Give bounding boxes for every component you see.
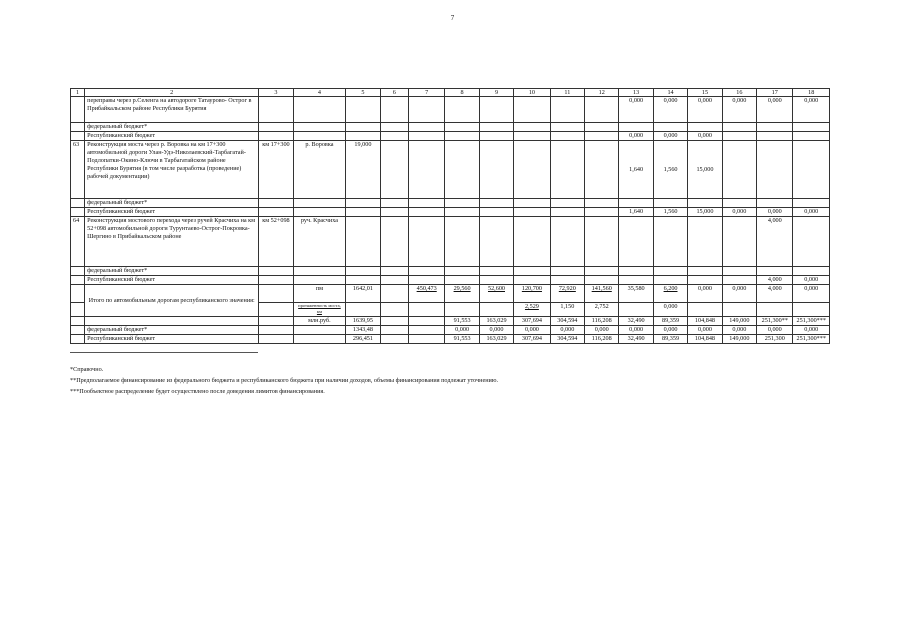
cell-value: 0,000 (688, 285, 722, 303)
col-header: 9 (479, 89, 513, 97)
cell-value: 0,000 (793, 326, 830, 335)
unit-label: протяженность моста, км (293, 303, 346, 317)
cell-value: 0,000 (722, 326, 756, 335)
cell-value: 0,000 (757, 326, 793, 335)
col-header: 7 (408, 89, 444, 97)
cell-value: 0,000 (653, 132, 687, 141)
cell-value: 116,208 (585, 317, 619, 326)
budget-label: Республиканский бюджет (85, 276, 259, 285)
cell-value: 0,000 (793, 208, 830, 217)
cell-value: 304,594 (550, 335, 584, 344)
budget-label: федеральный бюджет* (85, 326, 259, 335)
cell-value: 15,000 (688, 208, 722, 217)
row-number: 63 (71, 141, 85, 199)
cell-value: 307,694 (514, 317, 550, 326)
cell-value: 91,553 (445, 335, 479, 344)
budget-label: Республиканский бюджет (85, 208, 259, 217)
col-header: 3 (259, 89, 293, 97)
table-row (71, 123, 830, 132)
cell-value: 251,300*** (793, 335, 830, 344)
col-header: 16 (722, 89, 756, 97)
cell-value: 149,000 (722, 335, 756, 344)
cell-value: 6,200 (653, 285, 687, 303)
col-header: 2 (85, 89, 259, 97)
col-header: 15 (688, 89, 722, 97)
cell-value: 104,848 (688, 317, 722, 326)
cell-value: 116,208 (585, 335, 619, 344)
cell-value: 1642,01 (346, 285, 380, 303)
cell-value: 0,000 (550, 326, 584, 335)
cell-value: 1,640 (619, 208, 653, 217)
cell-value: 0,000 (793, 276, 830, 285)
footnote: *Справочно. (70, 366, 104, 373)
cell-value: 91,553 (445, 317, 479, 326)
cell-value: 19,000 (346, 141, 380, 199)
object-description: Реконструкция мостового перехода через ручей Красчиха на км 52+098 автомобильной дороги Турунтаево-Острог-Покровка-Шергино в Прибайкальском районе (85, 217, 259, 267)
cell-value: 0,000 (688, 326, 722, 335)
budget-label: Республиканский бюджет (85, 132, 259, 141)
col-header: 13 (619, 89, 653, 97)
financing-table (70, 88, 830, 344)
table-row (71, 267, 830, 276)
cell-value: 0,000 (619, 326, 653, 335)
cell-value: 0,000 (757, 97, 793, 123)
cell-value: 89,359 (653, 335, 687, 344)
cell-value: 1,640 (619, 141, 653, 199)
page-number: 7 (450, 14, 455, 22)
cell-value: 0,000 (793, 97, 830, 123)
cell-value: 141,560 (585, 285, 619, 303)
cell-value: 1639,95 (346, 317, 380, 326)
cell-value: 2,529 (514, 303, 550, 317)
cell-value: 35,580 (619, 285, 653, 303)
cell-value: 0,000 (722, 97, 756, 123)
cell-value: 251,300 (757, 335, 793, 344)
totals-label: Итого по автомобильным дорогам республиканского значения: (85, 285, 259, 317)
cell-value: 0,000 (479, 326, 513, 335)
cell-value: 0,000 (688, 132, 722, 141)
col-header: 18 (793, 89, 830, 97)
header-row (71, 89, 830, 97)
cell-value: 0,000 (653, 326, 687, 335)
col-header: 5 (346, 89, 380, 97)
table-row (71, 141, 830, 199)
object-description: Реконструкция моста через р. Воровка на км 17+300 автомобильной дороги Улан-Удэ-Николаевский-Тарбагатай-Подлопатки-Окино-Ключи в Тарбагатайском районе Республики Бурятия (в том числе разработка (проведение) рабочей документации) (85, 141, 259, 199)
cell-value: 163,029 (479, 317, 513, 326)
footnote-divider (70, 352, 258, 353)
cell-value: 89,359 (653, 317, 687, 326)
cell-value: 4,000 (757, 285, 793, 303)
cell-value: 2,752 (585, 303, 619, 317)
budget-label: федеральный бюджет* (85, 199, 259, 208)
unit-label: пм (293, 285, 346, 303)
table-row (71, 199, 830, 208)
budget-label: Республиканский бюджет (85, 335, 259, 344)
col-header: 11 (550, 89, 584, 97)
row-number: 64 (71, 217, 85, 267)
object-description: переправы через р.Селенга на автодороге Татаурово- Острог в Прибайкальском районе Республики Бурятия (85, 97, 259, 123)
cell-value: 0,000 (653, 303, 687, 317)
cell-value: 0,000 (585, 326, 619, 335)
table-row (71, 217, 830, 267)
cell-value: 0,000 (653, 97, 687, 123)
col-header: 6 (380, 89, 408, 97)
footnotes (70, 364, 498, 397)
cell-value: 251,300*** (793, 317, 830, 326)
cell-value: 0,000 (722, 285, 756, 303)
cell-value: 0,000 (619, 132, 653, 141)
table-row (71, 132, 830, 141)
cell-value: 4,000 (757, 276, 793, 285)
footnote: ***Пообъектное распределение будет осуществлено после доведения лимитов финансирования. (70, 388, 325, 395)
cell-value: 163,029 (479, 335, 513, 344)
totals-row (71, 335, 830, 344)
cell-value: 251,300** (757, 317, 793, 326)
col-header: 10 (514, 89, 550, 97)
cell-value: 0,000 (793, 285, 830, 303)
totals-row (71, 317, 830, 326)
crossing-name: р. Воровка (293, 141, 346, 199)
cell-value: 0,000 (722, 208, 756, 217)
cell-value: 52,600 (479, 285, 513, 303)
location-km: км 17+300 (259, 141, 293, 199)
totals-row (71, 285, 830, 303)
cell-value: 29,560 (445, 285, 479, 303)
cell-value: 450,473 (408, 285, 444, 303)
cell-value: 0,000 (757, 208, 793, 217)
cell-value: 304,594 (550, 317, 584, 326)
budget-label: федеральный бюджет* (85, 123, 259, 132)
cell-value: 1,560 (653, 141, 687, 199)
crossing-name: руч. Красчиха (293, 217, 346, 267)
budget-label: федеральный бюджет* (85, 267, 259, 276)
cell-value: 0,000 (445, 326, 479, 335)
cell-value: 0,000 (688, 97, 722, 123)
table-row (71, 97, 830, 123)
cell-value: 32,490 (619, 335, 653, 344)
cell-value: 1,560 (653, 208, 687, 217)
cell-value: 307,694 (514, 335, 550, 344)
col-header: 17 (757, 89, 793, 97)
cell-value: 296,451 (346, 335, 380, 344)
col-header: 4 (293, 89, 346, 97)
unit-label: млн.руб. (293, 317, 346, 326)
cell-value: 32,490 (619, 317, 653, 326)
col-header: 1 (71, 89, 85, 97)
totals-row (71, 326, 830, 335)
col-header: 12 (585, 89, 619, 97)
cell-value: 104,848 (688, 335, 722, 344)
cell-value: 120,700 (514, 285, 550, 303)
table-row (71, 276, 830, 285)
col-header: 8 (445, 89, 479, 97)
col-header: 14 (653, 89, 687, 97)
cell-value: 149,000 (722, 317, 756, 326)
table-row (71, 208, 830, 217)
cell-value: 0,000 (619, 97, 653, 123)
cell-value: 4,000 (757, 217, 793, 267)
cell-value: 72,920 (550, 285, 584, 303)
cell-value: 15,000 (688, 141, 722, 199)
cell-value: 1343,48 (346, 326, 380, 335)
cell-value: 0,000 (514, 326, 550, 335)
cell-value: 1,150 (550, 303, 584, 317)
location-km: км 52+098 (259, 217, 293, 267)
footnote: **Предполагаемое финансирование из федерального бюджета и республиканского бюджета при наличии доходов, объемы финансирования подлежат уточнению. (70, 377, 499, 384)
